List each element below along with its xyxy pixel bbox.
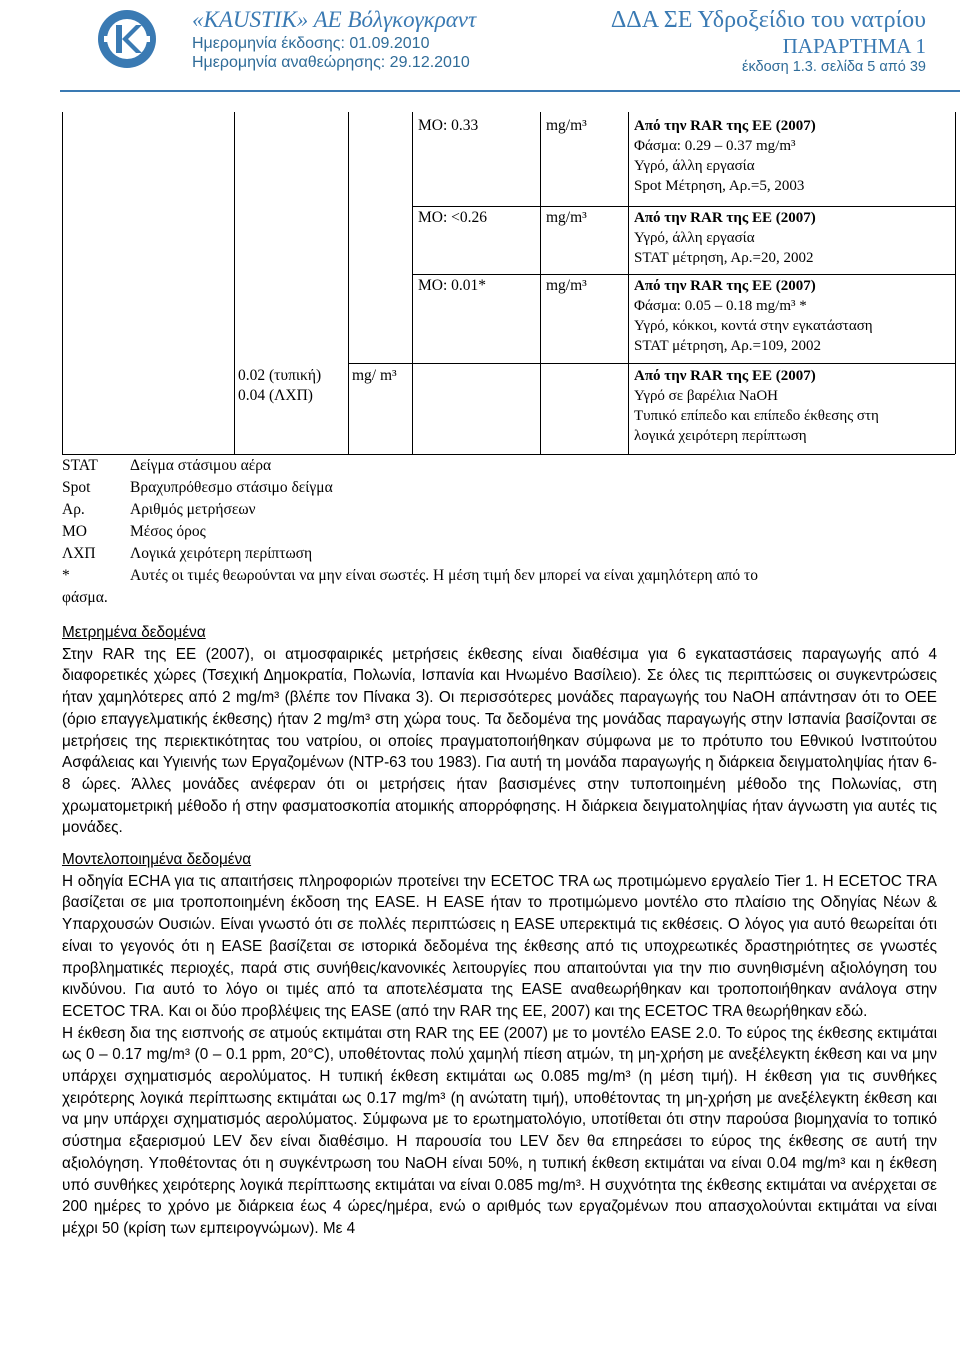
list-item [62, 499, 952, 521]
document-title: ΔΔΑ ΣΕ Υδροξείδιο του νατρίου [610, 7, 926, 33]
table-border [412, 206, 955, 207]
table-border [348, 112, 349, 454]
table-border [234, 112, 235, 454]
abbreviation-value: Μέσος όρος [130, 523, 206, 540]
abbreviation-value: Λογικά χειρότερη περίπτωση [130, 545, 313, 562]
abbreviation-key: ΜΟ [62, 523, 87, 540]
spacer [62, 839, 937, 849]
table-border [955, 112, 956, 454]
abbreviation-key: STAT [62, 457, 98, 474]
page-header [0, 0, 960, 95]
modelled-paragraph-2: Η έκθεση δια της εισπνοής σε ατμούς εκτιμάται στη RAR της ΕΕ (2007) με το μοντέλο EASE 2.0. Το εύρος της έκθεσης εκτιμάται ως 0 – 0.17 mg/m³ (0 – 0.1 ppm, 20°C), υποθέτοντας πολύ χαμηλή πίεση ατμών, τη μη-χρήση με ανεξέλεγκτη έκθεση και να μην υπάρχει σχηματισμός αερολύματος. Η τυπική έκθεση εκτιμάται ως 0.085 mg/m³ (η μέση τιμή). Η έκθεση για τις συνθήκες χειρότερης λογικά περίπτωσης εκτιμάται ως 0.17 mg/m³ (η ανώτατη τιμή), υποθέτοντας τη μη-χρήση με ανεξέλεγκτη έκθεση και να μην υπάρχει σχηματισμός αερολύματος. Σύμφωνα με το ερωτηματολόγιο, υποτίθεται ότι στην παρούσα βιομηχανία το τοπικό σύστημα εξαερισμού LEV δεν είναι διαθέσιμο. Η παρουσία του LEV δεν θα επηρεάσει το εύρος της έκθεσης σε αυτή την αξιολόγηση. Υποθέτοντας ότι η συγκέντρωση του NaOH είναι 50%, η τυπική έκθεση εκτιμάται να είναι 0.04 mg/m³ και η έκθεση υπό συνθήκες χειρότερης λογικά περίπτωσης εκτιμάται να είναι 0.085 mg/m³. Η συχνότητα της έκθεσης εκτιμάται να ανέρχεται σε 200 ημέρες το χρόνο με διάρκεια έως 4 ώρες/ημέρα, ενώ ο αριθμός των εργαζομένων που απασχολούνται εκτιμάται να είναι μέχρι 50 (κρίση των εμπειρογνώμων). Με 4 [62, 1024, 937, 1237]
source-line: Φάσμα: 0.05 – 0.18 mg/m³ * [634, 298, 807, 314]
document-body [62, 622, 937, 1240]
abbreviation-value: Δείγμα στάσιμου αέρα [130, 457, 272, 474]
source-line: Από την RAR της ΕΕ (2007) [634, 278, 816, 294]
source-line: Υγρό, κόκκοι, κοντά στην εγκατάσταση [634, 318, 873, 334]
table-row-source [634, 276, 873, 356]
source-line: Τυπικό επίπεδο και επίπεδο έκθεσης στη [634, 408, 879, 424]
table-row-value: ΜΟ: 0.01* [418, 277, 487, 294]
abbreviation-list [62, 455, 952, 609]
table-row-unit: mg/m³ [546, 117, 587, 134]
header-left-block [192, 6, 532, 72]
annex-label: ΠΑΡΑΡΤΗΜΑ 1 [782, 34, 926, 58]
table-row-source [634, 366, 879, 446]
list-item [62, 543, 952, 565]
list-item [62, 455, 952, 477]
list-item [62, 477, 952, 499]
source-line: Από την RAR της ΕΕ (2007) [634, 210, 816, 226]
table-border [628, 112, 629, 454]
modelled-paragraph-1: Η οδηγία ECHA για τις απαιτήσεις πληροφοριών προτείνει την ECETOC TRA ως προτιμώμενο εργαλείο Tier 1. Η ECETOC TRA βασίζεται σε μια τροποποιημένη έκδοση της EASE. Η EASE ήταν το προτιμώμενο μοντέλο στο πλαίσιο της Οδηγίας Νέων & Υπαρχουσών Ουσιών. Είναι γνωστό ότι σε πολλές περιπτώσεις η EASE υπερεκτιμά τις εκθέσεις. Ο λόγος για αυτό θεωρείται ότι είναι το γεγονός ότι η EASE βασίζεται σε ιστορικά δεδομένα της έκθεσης από τις υποχρεωτικές δραστηριότητες σε γνωστές προβληματικές περιοχές, παρά στις συνήθεις/κανονικές λειτουργίες που απαιτούνται για την πιο συνηθισμένη αξιολόγηση του κινδύνου. Για αυτό το λόγο οι τιμές από τα αποτελέσματα της EASE αναθεωρήθηκαν και τροποποιήθηκαν ανάλογα στην ECETOC TRA. Και οι δύο προβλέψεις της EASE (από την RAR της ΕΕ, 2007) και της ECETOC TRA θεωρήθηκαν εδώ. [62, 872, 937, 1020]
footnote-marker: * [62, 567, 70, 584]
version-page-info: έκδοση 1.3. σελίδα 5 από 39 [742, 59, 926, 75]
source-line: λογικά χειρότερη περίπτωση [634, 428, 807, 444]
source-line: Από την RAR της ΕΕ (2007) [634, 118, 816, 134]
footnote [62, 565, 952, 587]
table-border [348, 363, 955, 364]
table-border [540, 112, 541, 454]
source-line: Υγρό, άλλη εργασία [634, 230, 755, 246]
source-line: Υγρό, άλλη εργασία [634, 158, 755, 174]
source-line: Υγρό σε βαρέλια NaOH [634, 388, 778, 404]
abbreviation-key: Spot [62, 479, 91, 496]
header-right-block [506, 6, 926, 77]
table-row-value: ΜΟ: 0.33 [418, 117, 479, 134]
issue-date: Ημερομηνία έκδοσης: 01.09.2010 [192, 35, 430, 52]
source-line: Spot Μέτρηση, Αρ.=5, 2003 [634, 178, 805, 194]
company-logo-icon [96, 8, 158, 70]
section-heading-measured: Μετρημένα δεδομένα [62, 624, 206, 641]
table-border [412, 274, 955, 275]
list-item [62, 521, 952, 543]
abbreviation-key: Αρ. [62, 501, 85, 518]
table-row-value: 0.02 (τυπική) 0.04 (ΛΧΠ) [238, 367, 322, 404]
revision-date: Ημερομηνία αναθεώρησης: 29.12.2010 [192, 54, 470, 71]
source-line: Από την RAR της ΕΕ (2007) [634, 368, 816, 384]
section-heading-modelled: Μοντελοποιημένα δεδομένα [62, 851, 252, 869]
table-border [62, 112, 63, 454]
measured-paragraph: Στην RAR της ΕΕ (2007), οι ατμοσφαιρικές μετρήσεις έκθεσης είναι διαθέσιμα για 6 εγκαταστάσεις παραγωγής από 4 διαφορετικές χώρες (Τσεχική Δημοκρατία, Πολωνία, Ισπανία και Ηνωμένο Βασίλειο). Σε όλες τις περιπτώσεις οι συγκεντρώσεις ήταν χαμηλότερες από 2 mg/m³ (βλέπε τον Πίνακα 3). Οι περισσότερες μονάδες παραγωγής του NaOH απάντησαν ότι το ΟΕΕ (όριο επαγγελματικής έκθεσης) ήταν 2 mg/m³ στη χώρα τους. Τα δεδομένα της μονάδας παραγωγής στην Ισπανία βασίζονται σε μετρήσεις της περιεκτικότητας του νατρίου, οι οποίες πραγματοποιήθηκαν σύμφωνα με το πρότυπο του Εθνικού Ινστιτούτου Ασφάλειας και Υγιεινής των Εργαζομένων (NTP-63 του 1983). Για αυτή τη μονάδα παραγωγής η διάρκεια δειγματοληψίας ήταν 6-8 ώρες. Άλλες μονάδες ανέφεραν ότι οι μετρήσεις ήταν βασισμένες στην τυποποιημένη μέθοδο της Πολωνίας, στη χρωματομετρική μέθοδο ή στην φασματοσκοπία ατομικής απορρόφησης. Η διάρκεια δειγματοληψίας ήταν άγνωστη για αυτές τις μονάδες. [62, 645, 937, 837]
table-row-unit: mg/m³ [546, 209, 587, 226]
source-line: STAT μέτρηση, Αρ.=20, 2002 [634, 250, 814, 266]
company-name: «KAUSTIK» AE Βόλγκογκραντ [192, 7, 477, 32]
table-row-unit: mg/ m³ [352, 367, 397, 384]
footnote-continuation: φάσμα. [62, 589, 108, 606]
footnote-text: Αυτές οι τιμές θεωρούνται να μην είναι σωστές. Η μέση τιμή δεν μπορεί να είναι χαμηλότερη από το [130, 567, 759, 584]
table-row-source [634, 208, 816, 268]
table-row-unit: mg/m³ [546, 277, 587, 294]
table-row-value: ΜΟ: <0.26 [418, 209, 488, 226]
source-line: Φάσμα: 0.29 – 0.37 mg/m³ [634, 138, 796, 154]
abbreviation-value: Αριθμός μετρήσεων [130, 501, 256, 518]
table-row-source [634, 116, 816, 196]
abbreviation-key: ΛΧΠ [62, 545, 96, 562]
footnote-continuation-row [62, 587, 952, 609]
header-divider [60, 90, 960, 92]
table-border [412, 112, 413, 454]
abbreviation-value: Βραχυπρόθεσμο στάσιμο δείγμα [130, 479, 333, 496]
source-line: STAT μέτρηση, Αρ.=109, 2002 [634, 338, 821, 354]
